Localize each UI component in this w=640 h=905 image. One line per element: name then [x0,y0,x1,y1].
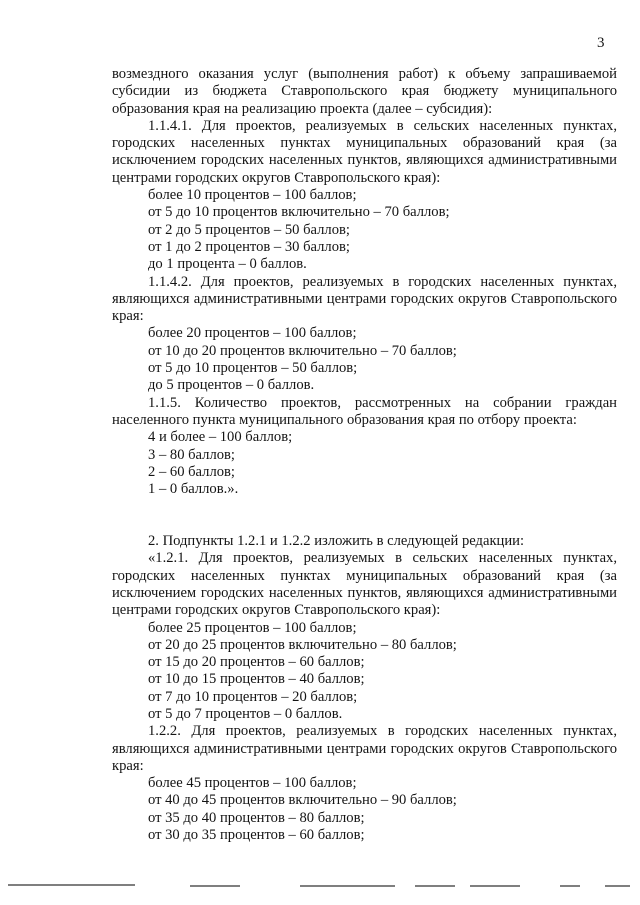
list-item: 3 – 80 баллов; [148,446,235,463]
list-item: от 15 до 20 процентов – 60 баллов; [148,654,365,671]
scan-footer-marks [0,883,640,889]
section-2-heading: 2. Подпункты 1.2.1 и 1.2.2 изложить в следующей редакции: [148,533,525,550]
list-item: более 20 процентов – 100 баллов; [148,325,357,342]
list-item: от 7 до 10 процентов – 20 баллов; [148,688,358,705]
list-item: 1 – 0 баллов.». [148,481,239,498]
list-item: более 45 процентов – 100 баллов; [148,775,357,792]
list-item: до 5 процентов – 0 баллов. [148,377,315,394]
list-item: от 10 до 15 процентов – 40 баллов; [148,671,365,688]
list-item: от 40 до 45 процентов включительно – 90 баллов; [148,792,457,809]
list-item: 2 – 60 баллов; [148,463,235,480]
clause-1-1-4-1: 1.1.4.1. Для проектов, реализуемых в сельских населенных пунктах, городских населенных пунктах муниципальных образований края (за исключением городских населенных пунктов, являющихся административными центрами городских округов Ставропольского края): [112,117,617,186]
list-item: от 5 до 7 процентов – 0 баллов. [148,705,343,722]
list-item: от 10 до 20 процентов включительно – 70 баллов; [148,342,457,359]
clause-1-2-1: «1.2.1. Для проектов, реализуемых в сельских населенных пунктах, городских населенных пунктах муниципальных образований края (за исключением городских населенных пунктов, являющихся административными центрами городских округов Ставропольского края): [112,550,617,619]
list-item: от 5 до 10 процентов – 50 баллов; [148,360,358,377]
list-item: до 1 процента – 0 баллов. [148,256,307,273]
clause-1-1-4-2: 1.1.4.2. Для проектов, реализуемых в городских населенных пунктах, являющихся административными центрами городских округов Ставропольского края: [112,273,617,325]
clause-1-2-2: 1.2.2. Для проектов, реализуемых в городских населенных пунктах, являющихся административными центрами городских округов Ставропольского края: [112,723,617,774]
list-item: от 1 до 2 процентов – 30 баллов; [148,238,350,255]
list-item: от 2 до 5 процентов – 50 баллов; [148,221,350,238]
list-item: более 25 процентов – 100 баллов; [148,619,357,636]
list-item: от 30 до 35 процентов – 60 баллов; [148,827,365,844]
intro-paragraph: возмездного оказания услуг (выполнения работ) к объему запрашиваемой субсидии из бюджета Ставропольского края бюджету муниципального образования края на реализацию проекта (далее – субсидия): [112,66,617,117]
blank-line [112,498,617,515]
document-body [112,66,617,844]
list-item: от 35 до 40 процентов – 80 баллов; [148,809,365,826]
clause-1-1-5: 1.1.5. Количество проектов, рассмотренных на собрании граждан населенного пункта муниципального образования края по отбору проекта: [112,394,617,428]
page-number: 3 [597,35,605,51]
list-item: от 5 до 10 процентов включительно – 70 баллов; [148,204,450,221]
list-item: 4 и более – 100 баллов; [148,429,293,446]
list-item: от 20 до 25 процентов включительно – 80 баллов; [148,636,457,653]
blank-line [112,516,617,533]
list-item: более 10 процентов – 100 баллов; [148,187,357,204]
